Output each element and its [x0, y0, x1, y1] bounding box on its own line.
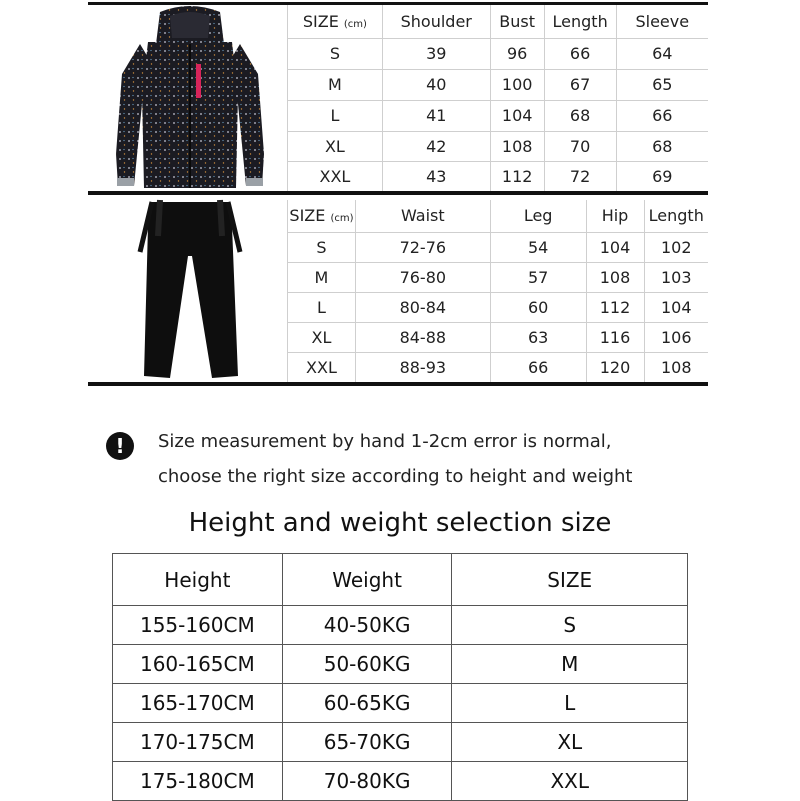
bust-cell: 104	[490, 100, 544, 131]
size-cell: S	[452, 606, 688, 645]
size-cell: M	[288, 69, 383, 100]
shoulder-header: Shoulder	[382, 5, 490, 38]
table-row	[288, 38, 709, 69]
jacket-size-table	[287, 5, 708, 191]
table-row	[113, 723, 688, 762]
height-cell: 155-160CM	[113, 606, 283, 645]
height-header: Height	[113, 554, 283, 606]
pants-image	[100, 196, 280, 384]
size-header: SIZE (cm)	[288, 5, 383, 38]
hip-cell: 108	[586, 262, 644, 292]
sleeve-cell: 68	[616, 131, 708, 161]
table-row	[113, 645, 688, 684]
leg-cell: 63	[490, 322, 586, 352]
note-line-2: choose the right size according to height and weight	[158, 466, 633, 487]
table-row	[288, 69, 709, 100]
size-cell: XL	[288, 322, 356, 352]
bust-cell: 112	[490, 161, 544, 191]
length-cell: 108	[644, 352, 708, 382]
length-cell: 102	[644, 232, 708, 262]
table-row	[288, 100, 709, 131]
table-row	[113, 684, 688, 723]
leg-cell: 57	[490, 262, 586, 292]
size-cell: XL	[288, 131, 383, 161]
table-row	[113, 762, 688, 801]
weight-cell: 65-70KG	[282, 723, 452, 762]
height-cell: 170-175CM	[113, 723, 283, 762]
shoulder-cell: 41	[382, 100, 490, 131]
sleeve-cell: 65	[616, 69, 708, 100]
bust-cell: 100	[490, 69, 544, 100]
section-divider-line	[88, 191, 708, 195]
size-cell: S	[288, 38, 383, 69]
weight-cell: 50-60KG	[282, 645, 452, 684]
length-cell: 72	[544, 161, 616, 191]
height-weight-table	[112, 553, 688, 801]
sleeve-header: Sleeve	[616, 5, 708, 38]
table-header-row	[113, 554, 688, 606]
shoulder-cell: 42	[382, 131, 490, 161]
length-cell: 104	[644, 292, 708, 322]
height-cell: 160-165CM	[113, 645, 283, 684]
length-header: Length	[644, 200, 708, 232]
shoulder-cell: 43	[382, 161, 490, 191]
table-row	[113, 606, 688, 645]
leg-cell: 60	[490, 292, 586, 322]
table-row	[288, 232, 709, 262]
table-row	[288, 262, 709, 292]
length-cell: 106	[644, 322, 708, 352]
weight-cell: 40-50KG	[282, 606, 452, 645]
waist-cell: 80-84	[355, 292, 490, 322]
pants-size-table	[287, 200, 708, 382]
leg-cell: 66	[490, 352, 586, 382]
length-cell: 70	[544, 131, 616, 161]
length-cell: 68	[544, 100, 616, 131]
bust-cell: 108	[490, 131, 544, 161]
waist-header: Waist	[355, 200, 490, 232]
size-cell: L	[288, 100, 383, 131]
size-cell: S	[288, 232, 356, 262]
height-weight-title: Height and weight selection size	[188, 508, 612, 538]
table-row	[288, 131, 709, 161]
exclamation-icon: !	[106, 432, 134, 460]
size-cell: M	[452, 645, 688, 684]
hip-cell: 120	[586, 352, 644, 382]
table-header-row	[288, 200, 709, 232]
table-header-row	[288, 5, 709, 38]
weight-header: Weight	[282, 554, 452, 606]
hip-cell: 112	[586, 292, 644, 322]
hip-header: Hip	[586, 200, 644, 232]
jacket-image	[100, 4, 280, 190]
table-row	[288, 292, 709, 322]
table-row	[288, 161, 709, 191]
weight-cell: 70-80KG	[282, 762, 452, 801]
hip-cell: 116	[586, 322, 644, 352]
size-header: SIZE (cm)	[288, 200, 356, 232]
height-cell: 175-180CM	[113, 762, 283, 801]
shoulder-cell: 39	[382, 38, 490, 69]
size-cell: XL	[452, 723, 688, 762]
size-cell: XXL	[288, 161, 383, 191]
note-line-1: Size measurement by hand 1-2cm error is normal,	[158, 431, 612, 452]
table-row	[288, 322, 709, 352]
hip-cell: 104	[586, 232, 644, 262]
size-cell: L	[452, 684, 688, 723]
length-cell: 103	[644, 262, 708, 292]
length-cell: 66	[544, 38, 616, 69]
size-cell: L	[288, 292, 356, 322]
size-header: SIZE	[452, 554, 688, 606]
length-cell: 67	[544, 69, 616, 100]
waist-cell: 84-88	[355, 322, 490, 352]
waist-cell: 72-76	[355, 232, 490, 262]
waist-cell: 76-80	[355, 262, 490, 292]
waist-cell: 88-93	[355, 352, 490, 382]
shoulder-cell: 40	[382, 69, 490, 100]
sleeve-cell: 69	[616, 161, 708, 191]
leg-cell: 54	[490, 232, 586, 262]
bust-cell: 96	[490, 38, 544, 69]
size-cell: XXL	[452, 762, 688, 801]
height-cell: 165-170CM	[113, 684, 283, 723]
sleeve-cell: 64	[616, 38, 708, 69]
size-cell: M	[288, 262, 356, 292]
weight-cell: 60-65KG	[282, 684, 452, 723]
size-cell: XXL	[288, 352, 356, 382]
table-row	[288, 352, 709, 382]
bust-header: Bust	[490, 5, 544, 38]
length-header: Length	[544, 5, 616, 38]
sleeve-cell: 66	[616, 100, 708, 131]
leg-header: Leg	[490, 200, 586, 232]
